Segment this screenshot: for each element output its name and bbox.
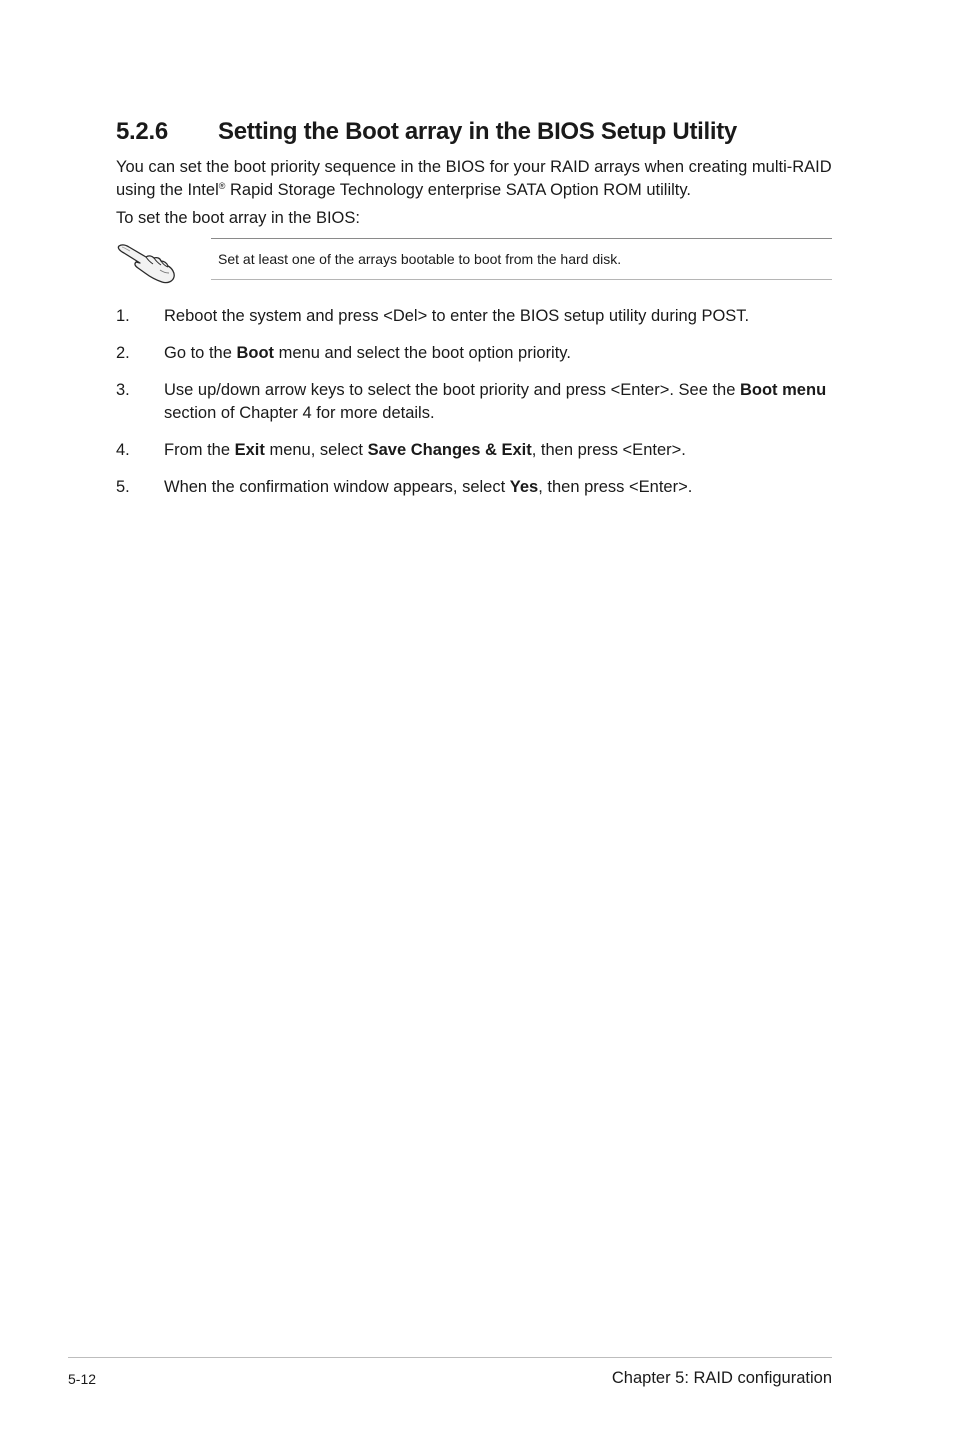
intro-text-rest: Rapid Storage Technology enterprise SATA Option ROM utililty. — [225, 181, 691, 199]
step-text-part: When the confirmation window appears, select — [164, 478, 510, 496]
intro-text: You can set the boot priority sequence in the BIOS for your RAID arrays when creating multi-RAID using the Intel — [116, 158, 832, 199]
list-item — [116, 379, 832, 425]
step-text-part: , then press <Enter>. — [531, 441, 686, 459]
section-number: 5.2.6 — [116, 118, 168, 145]
intro-paragraph — [116, 156, 836, 202]
step-text-part: Reboot the system and press <Del> to enter the BIOS setup utility during POST. — [164, 307, 750, 325]
step-text — [164, 379, 832, 425]
page-number: 5-12 — [68, 1371, 97, 1387]
step-emphasis: Boot — [236, 344, 275, 362]
step-text-part: Go to the — [164, 344, 237, 362]
instruction-lead: To set the boot array in the BIOS: — [116, 209, 360, 227]
step-text-part: , then press <Enter>. — [538, 478, 693, 496]
note-box — [211, 238, 832, 280]
step-number: 4. — [116, 441, 130, 459]
step-number: 5. — [116, 478, 130, 496]
step-text-part: menu and select the boot option priority. — [274, 344, 571, 362]
step-text-part: section of Chapter 4 for more details. — [164, 404, 435, 422]
registered-mark: ® — [218, 181, 226, 191]
list-item — [116, 342, 832, 365]
note-callout — [116, 238, 832, 282]
step-emphasis: Boot menu — [739, 381, 827, 399]
list-item — [116, 476, 832, 499]
step-emphasis: Yes — [509, 478, 539, 496]
step-text-part: menu, select — [264, 441, 368, 459]
note-text: Set at least one of the arrays bootable to boot from the hard disk. — [218, 251, 622, 267]
list-item — [116, 305, 832, 328]
step-text — [164, 342, 832, 365]
step-text — [164, 439, 832, 462]
section-heading — [116, 118, 737, 146]
step-number: 1. — [116, 307, 130, 325]
pointing-hand-icon — [116, 240, 178, 284]
step-text-part: Use up/down arrow keys to select the boot priority and press <Enter>. See the — [164, 381, 740, 399]
chapter-title: Chapter 5: RAID configuration — [611, 1369, 832, 1387]
footer-divider — [68, 1357, 832, 1358]
step-number: 2. — [116, 344, 130, 362]
step-emphasis: Exit — [234, 441, 265, 459]
section-title: Setting the Boot array in the BIOS Setup Utility — [218, 118, 737, 145]
step-text — [164, 476, 832, 499]
step-text-part: From the — [164, 441, 235, 459]
step-number: 3. — [116, 381, 130, 399]
step-emphasis: Save Changes & Exit — [367, 441, 532, 459]
list-item — [116, 439, 832, 462]
steps-list — [116, 305, 832, 513]
step-text — [164, 305, 832, 328]
